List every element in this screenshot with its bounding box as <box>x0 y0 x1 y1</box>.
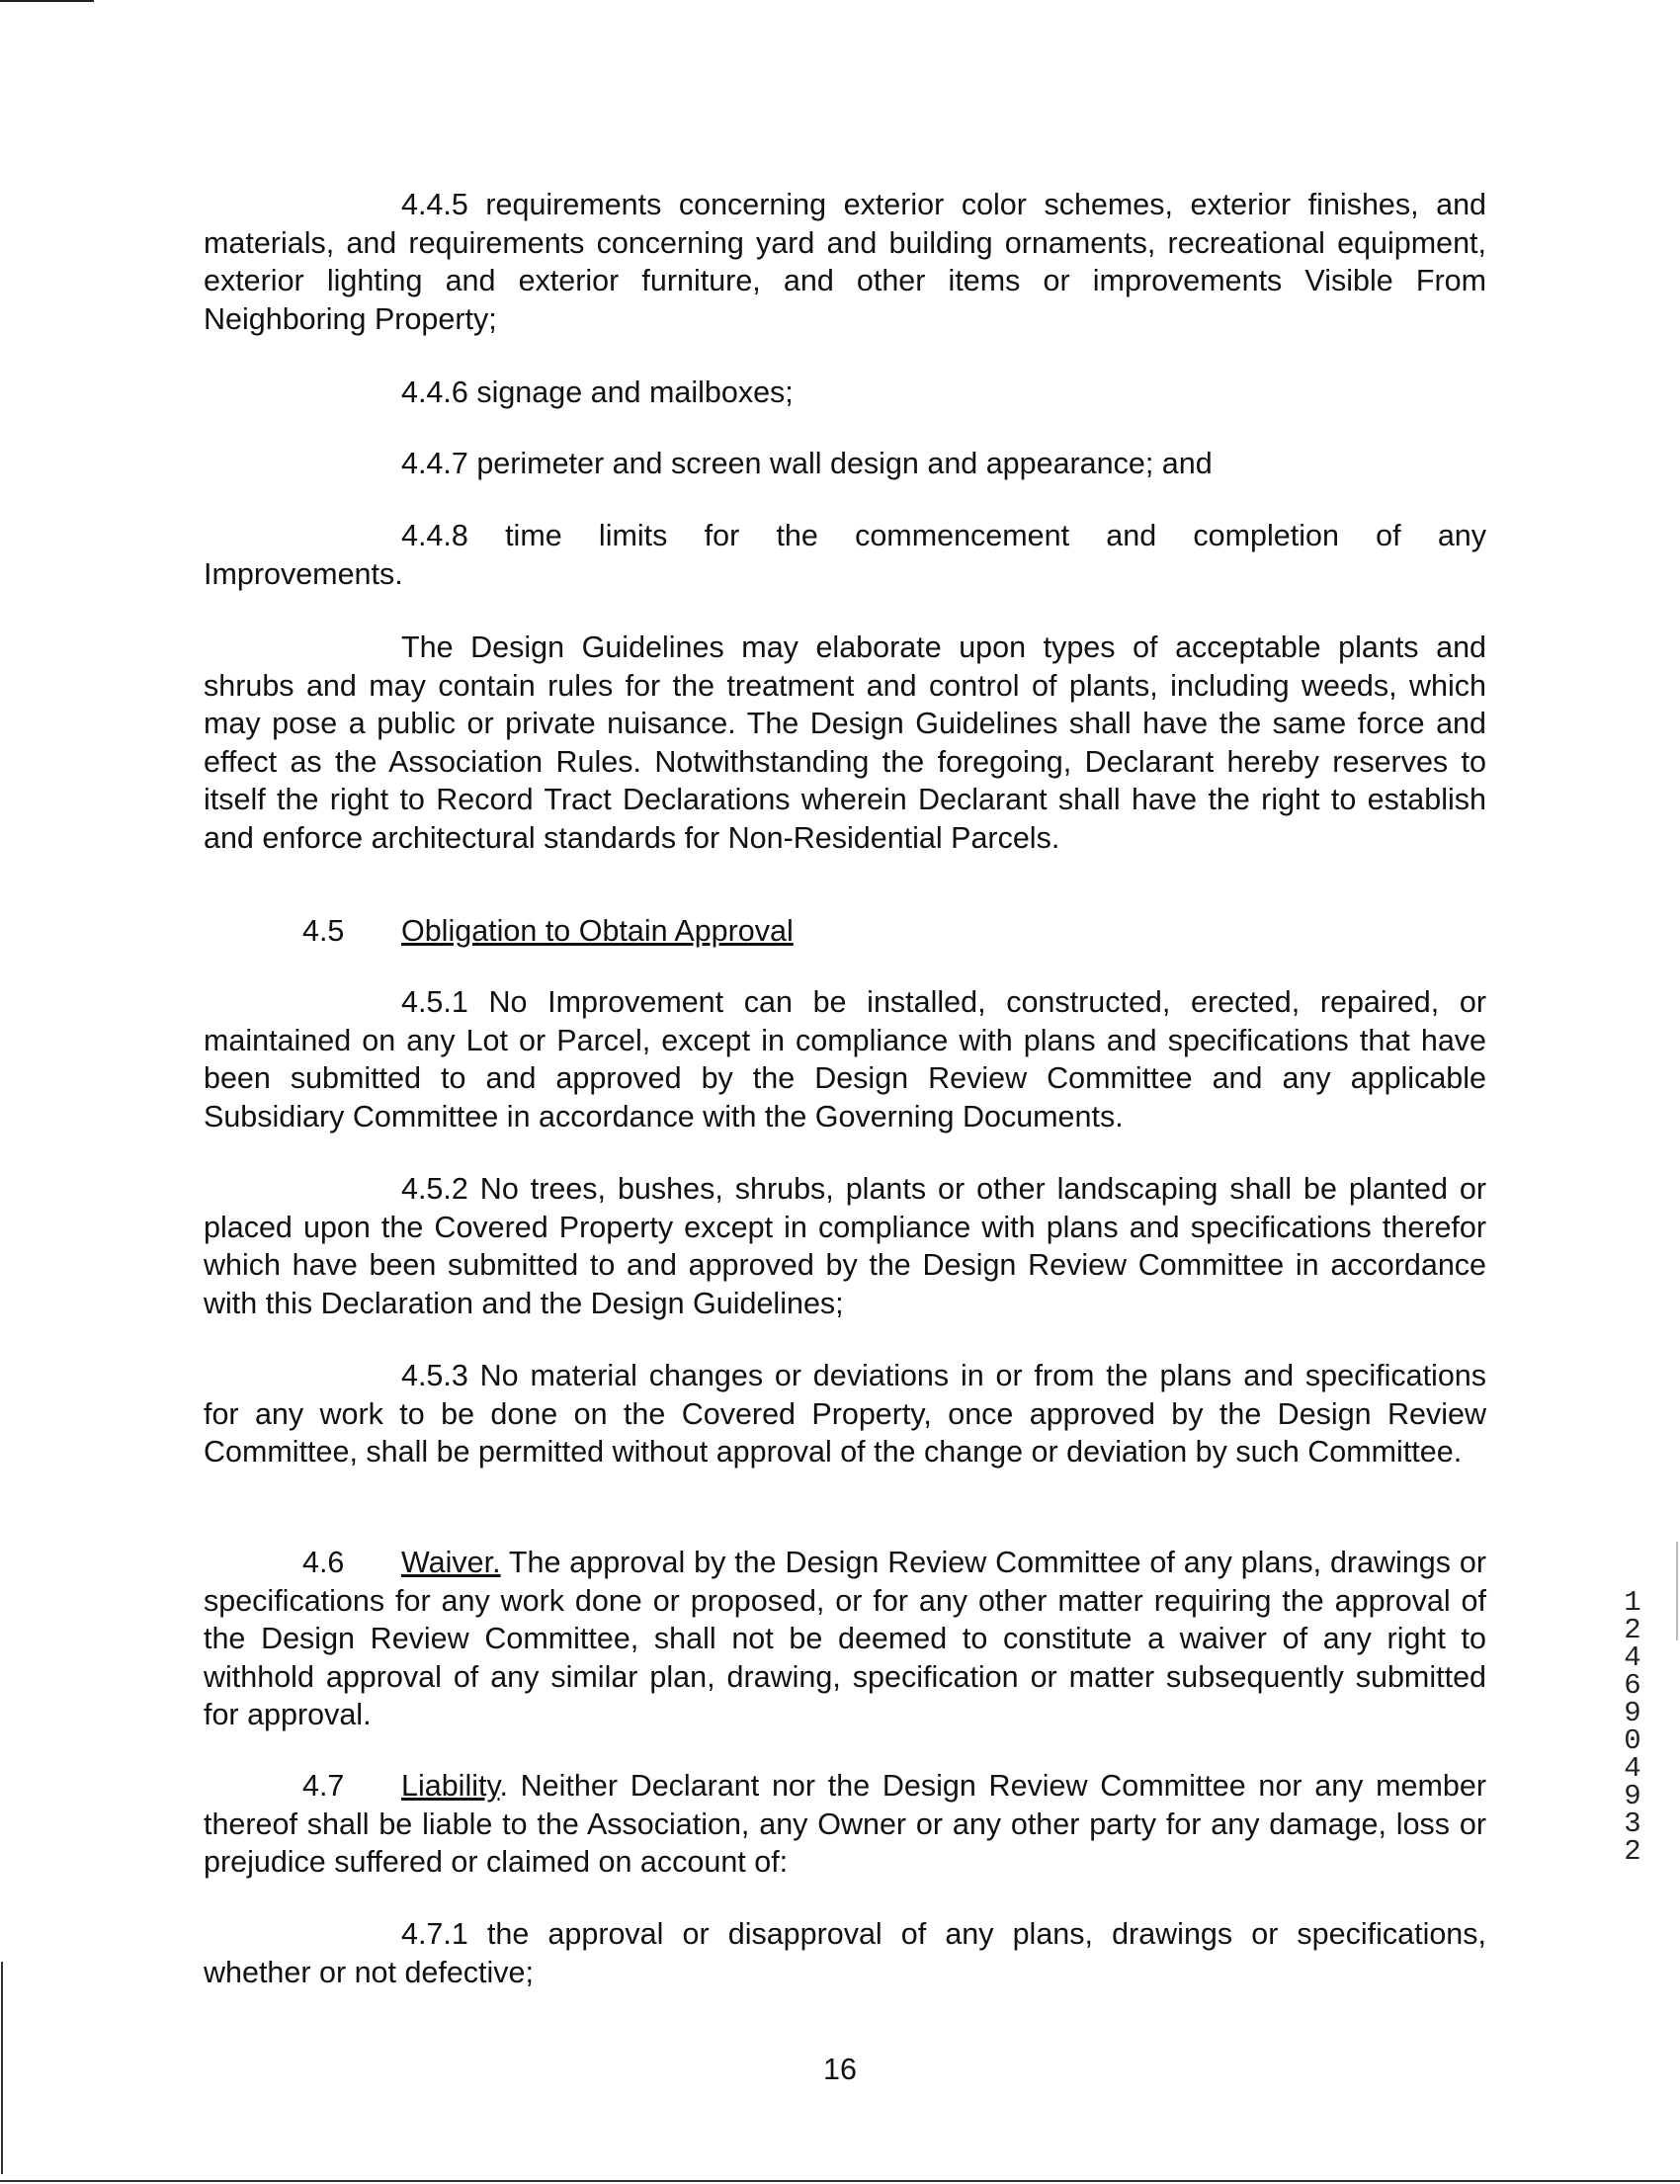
section-title: Obligation to Obtain Approval <box>401 914 794 948</box>
paragraph-4-5-2 <box>204 1170 1486 1322</box>
paragraph-number: 4.4.5 <box>401 188 486 221</box>
paragraph-text: signage and mailboxes; <box>476 376 794 409</box>
paragraph-4-5-3 <box>204 1357 1486 1471</box>
section-title: Waiver. <box>401 1546 501 1579</box>
section-4-7-liability <box>204 1767 1486 1882</box>
paragraph-4-4-5 <box>204 186 1486 338</box>
paragraph-text: No Improvement can be installed, constructed, erected, repaired, or maintained on any Lot or Parcel, except in compliance with plans and specifications that have been submitted to and approved by the Design Review Committee and any applicable Subsidiary Committee in accordance with the Governing Documents. <box>204 985 1486 1134</box>
paragraph-text: The Design Guidelines may elaborate upon types of acceptable plants and shrubs and may contain rules for the treatment and control of plants, including weeds, which may pose a public or private nuisance. The Design Guidelines shall have the same force and effect as the Association Rules. Notwithstanding the foregoing, Declarant hereby reserves to itself the right to Record Tract Declarations wherein Declarant shall have the right to establish and enforce architectural standards for Non-Residential Parcels. <box>204 630 1486 855</box>
paragraph-4-4-7 <box>204 445 1486 483</box>
paragraph-number: 4.4.6 <box>401 376 477 409</box>
section-4-5-heading <box>302 912 1486 951</box>
paragraph-design-guidelines <box>204 629 1486 858</box>
paragraph-number: 4.5.1 <box>401 985 489 1019</box>
paragraph-text: The approval by the Design Review Committee of any plans, drawings or specifications for any work done or proposed, or for any other matter requiring the approval of the Design Review Committee, shall not be deemed to constitute a waiver of any right to withhold approval of any similar plan, drawing, specification or matter subsequently submitted for approval. <box>204 1546 1486 1732</box>
scan-edge-top <box>0 0 94 2</box>
section-title: Liability <box>401 1769 500 1803</box>
paragraph-text: the approval or disapproval of any plans, drawings or specifications, whether or not defective; <box>204 1917 1486 1989</box>
page-number: 16 <box>823 2053 857 2086</box>
paragraph-number: 4.4.7 <box>401 447 477 480</box>
paragraph-text: No trees, bushes, shrubs, plants or other landscaping shall be planted or placed upon the Covered Property except in compliance with plans and specifications therefor which have been submitted to and approved by the Design Review Committee in accordance with this Declaration and the Design Guidelines; <box>204 1172 1487 1320</box>
paragraph-text: No material changes or deviations in or from the plans and specifications for any work to be done on the Covered Property, once approved by the Design Review Committee, shall be permitted without approval of the change or deviation by such Committee. <box>204 1359 1486 1470</box>
scan-edge-right <box>1676 1542 1678 1640</box>
paragraph-text: requirements concerning exterior color schemes, exterior finishes, and materials, and requirements concerning yard and building ornaments, recreational equipment, exterior lighting and exterior furniture, and other items or improvements Visible From Neighboring Property; <box>204 188 1487 336</box>
section-number: 4.6 <box>302 1546 345 1579</box>
section-4-6-waiver <box>204 1544 1486 1734</box>
paragraph-number: 4.5.3 <box>401 1359 480 1392</box>
paragraph-number: 4.7.1 <box>401 1917 487 1951</box>
section-number: 4.5 <box>302 914 345 948</box>
paragraph-4-7-1 <box>204 1915 1486 1991</box>
paragraph-text: time limits for the commencement and completion of any Improvements. <box>204 519 1487 591</box>
paragraph-number: 4.5.2 <box>401 1172 480 1206</box>
paragraph-text: . Neither Declarant nor the Design Review Committee nor any member thereof shall be liable to the Association, any Owner or any other party for any damage, loss or prejudice suffered or claimed on account of: <box>204 1769 1486 1880</box>
recording-stamp: 12469 04932 <box>1624 1586 1641 1868</box>
paragraph-4-5-1 <box>204 983 1486 1135</box>
scan-edge-bottom <box>0 2180 1680 2182</box>
paragraph-4-4-8 <box>204 517 1486 593</box>
paragraph-4-4-6 <box>204 374 1486 412</box>
paragraph-text: perimeter and screen wall design and appearance; and <box>476 447 1213 480</box>
section-number: 4.7 <box>302 1769 345 1803</box>
paragraph-number: 4.4.8 <box>401 519 506 552</box>
